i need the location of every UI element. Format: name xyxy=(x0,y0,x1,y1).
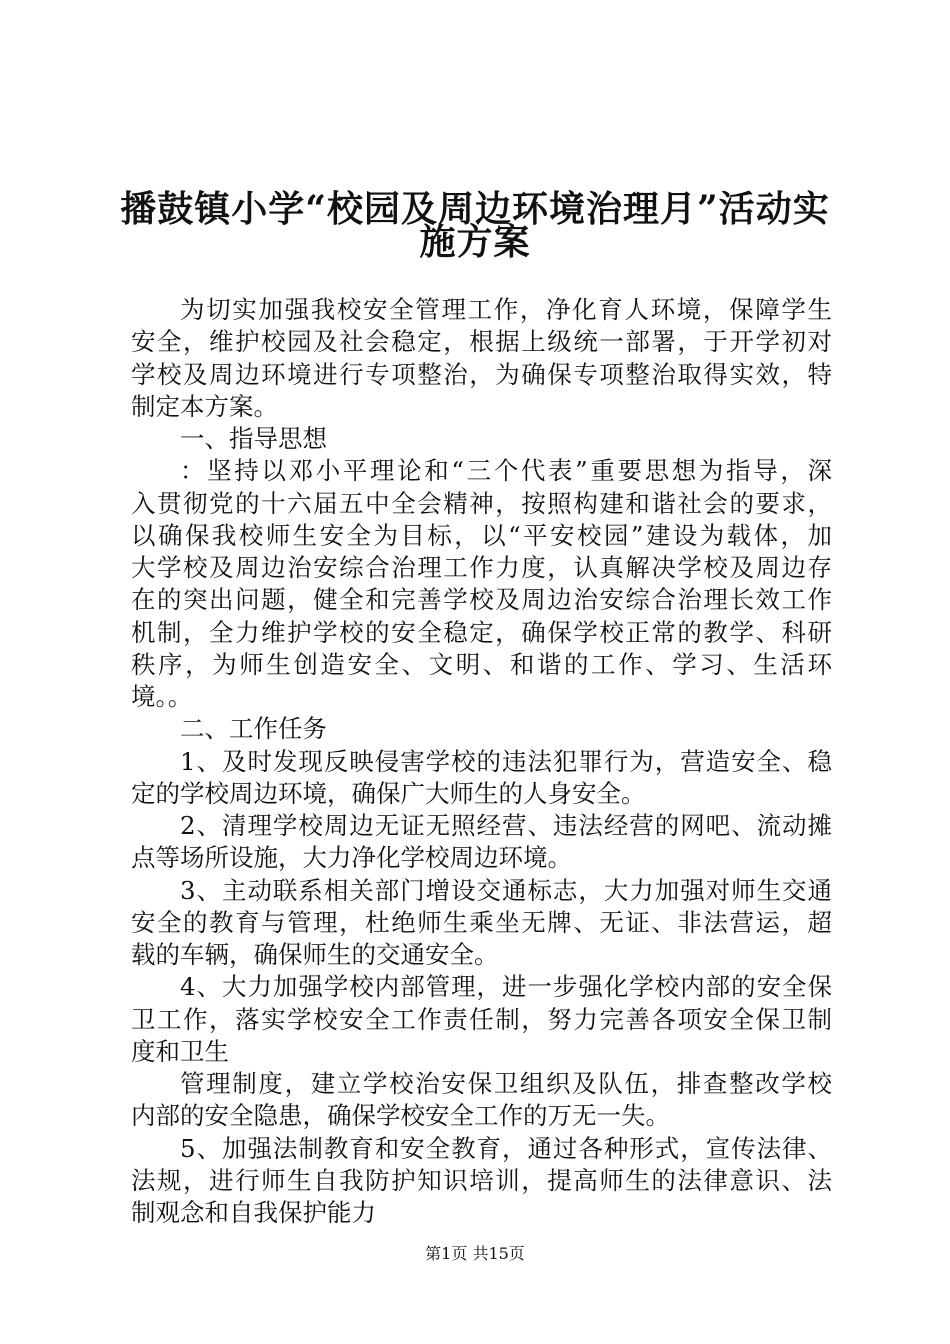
section-heading: 一、指导思想 xyxy=(180,424,327,453)
list-item-line: 定的学校周边环境，确保广大师生的人身安全。 xyxy=(131,778,646,808)
page-number-footer: 第1页 共15页 xyxy=(425,1244,525,1263)
list-item-line: 安全的教育与管理，杜绝师生乘坐无牌、无证、非法营运，超 xyxy=(131,907,832,937)
document-title-line-2: 施方案 xyxy=(419,221,531,263)
paragraph-line: 制定本方案。 xyxy=(131,391,278,421)
list-item-line: 内部的安全隐患，确保学校安全工作的万无一失。 xyxy=(131,1101,670,1131)
list-item-line: 点等场所设施，大力净化学校周边环境。 xyxy=(131,843,572,873)
section-heading: 二、工作任务 xyxy=(180,714,327,744)
document-body xyxy=(131,294,832,1229)
document-title-line-1: 播鼓镇小学“校园及周边环境治理月”活动实 xyxy=(120,188,830,230)
paragraph-line: 机制，全力维护学校的安全稳定，确保学校正常的教学、科研 xyxy=(131,617,832,647)
paragraph-line: 境。。 xyxy=(131,682,193,711)
list-item-line: 管理制度，建立学校治安保卫组织及队伍，排查整改学校 xyxy=(180,1069,832,1098)
paragraph-line: 大学校及周边治安综合治理工作力度，认真解决学校及周边存 xyxy=(131,553,832,582)
list-item-line: 3、主动联系相关部门增设交通标志，大力加强对师生交通 xyxy=(180,875,832,905)
list-item-line: 卫工作，落实学校安全工作责任制，努力完善各项安全保卫制 xyxy=(131,1004,832,1034)
list-item-line: 1、及时发现反映侵害学校的违法犯罪行为，营造安全、稳 xyxy=(180,746,832,776)
paragraph-line: 入贯彻党的十六届五中全会精神，按照构建和谐社会的要求， xyxy=(131,488,832,518)
list-item-line: 2、清理学校周边无证无照经营、违法经营的网吧、流动摊 xyxy=(180,811,832,840)
list-item-line: 载的车辆，确保师生的交通安全。 xyxy=(131,940,499,969)
paragraph-line: 为切实加强我校安全管理工作，净化育人环境，保障学生 xyxy=(180,295,832,324)
paragraph-line: 以确保我校师生安全为目标，以“平安校园”建设为载体，加 xyxy=(131,520,832,550)
list-item-line: 法规，进行师生自我防护知识培训，提高师生的法律意识、法 xyxy=(131,1165,832,1195)
list-item-line: 度和卫生 xyxy=(131,1036,229,1066)
paragraph-line: 安全，维护校园及社会稳定，根据上级统一部署，于开学初对 xyxy=(131,327,832,357)
paragraph-line: 学校及周边环境进行专项整治，为确保专项整治取得实效，特 xyxy=(131,359,832,389)
list-item-line: 5、加强法制教育和安全教育，通过各种形式，宣传法律、 xyxy=(180,1133,832,1163)
list-item-line: 4、大力加强学校内部管理，进一步强化学校内部的安全保 xyxy=(180,972,832,1002)
paragraph-line: 在的突出问题，健全和完善学校及周边治安综合治理长效工作 xyxy=(131,585,832,615)
paragraph-line: 秩序，为师生创造安全、文明、和谐的工作、学习、生活环 xyxy=(131,649,832,679)
paragraph-line: ：坚持以邓小平理论和“三个代表”重要思想为指导，深 xyxy=(180,456,832,486)
list-item-line: 制观念和自我保护能力 xyxy=(131,1198,376,1227)
